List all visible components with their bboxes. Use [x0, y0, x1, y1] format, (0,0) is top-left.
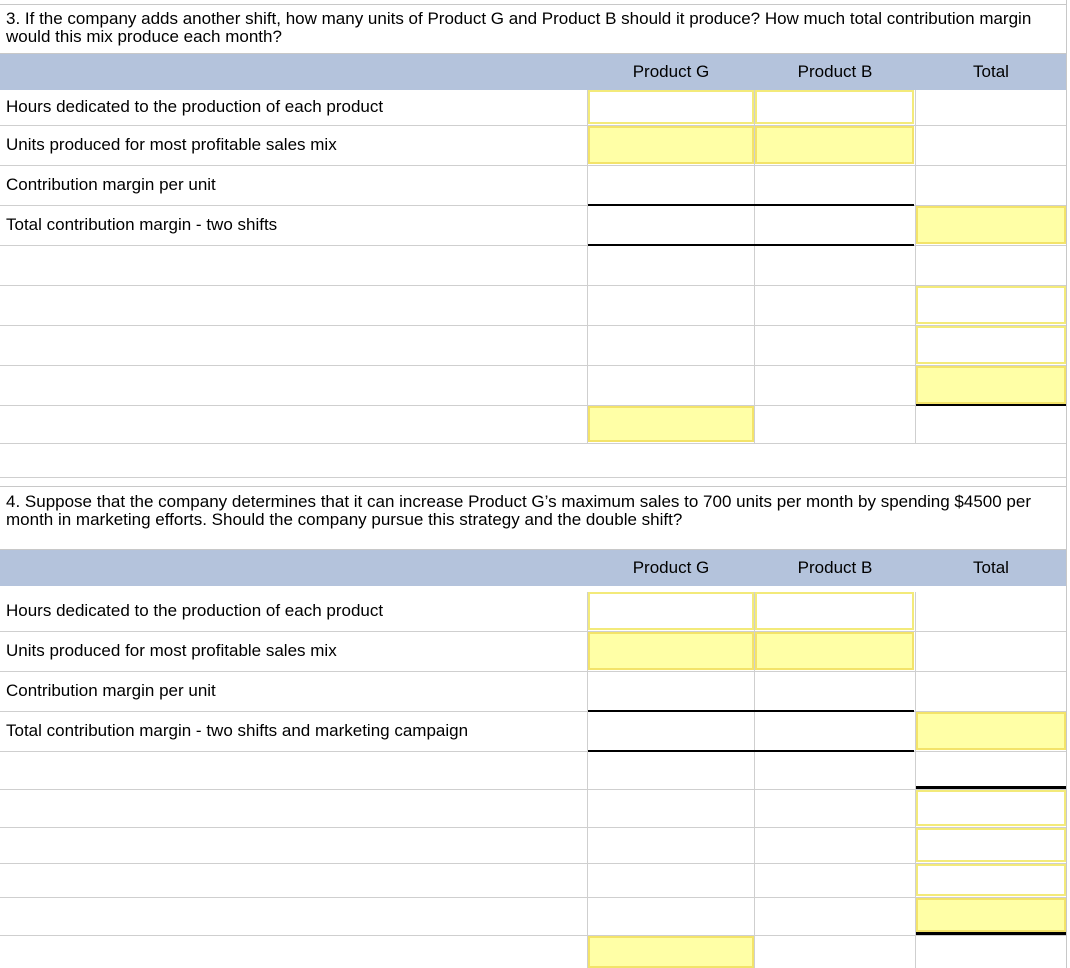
q3-row-total-cm — [0, 206, 1066, 246]
q3-row-blank — [0, 326, 1066, 366]
q3-total-cm-input[interactable] — [916, 206, 1066, 244]
q4-hours-product-b-input[interactable] — [755, 592, 914, 630]
q3-header-row — [0, 54, 1066, 90]
row-label: Hours dedicated to the production of each product — [6, 97, 384, 116]
underline — [916, 404, 1066, 406]
q3-row-blank — [0, 366, 1066, 406]
q3-units-product-b-input[interactable] — [755, 126, 914, 164]
q3-row-cm-per-unit — [0, 166, 1066, 206]
q4-row-blank — [0, 898, 1066, 936]
q4-header-row — [0, 550, 1066, 586]
q4-units-product-b-input[interactable] — [755, 632, 914, 670]
q3-row-blank — [0, 406, 1066, 444]
q4-row-cm-per-unit — [0, 672, 1066, 712]
q4-hours-product-g-input[interactable] — [588, 592, 754, 630]
q4-total-input-2[interactable] — [916, 828, 1066, 862]
q4-row-blank — [0, 752, 1066, 790]
col-product-b: Product B — [797, 558, 873, 577]
q4-row-blank — [0, 864, 1066, 898]
q3-row-blank — [0, 286, 1066, 326]
row-label: Total contribution margin - two shifts and marketing campaign — [6, 721, 469, 740]
row-label: Contribution margin per unit — [6, 175, 216, 194]
underline — [588, 244, 914, 246]
row-label: Hours dedicated to the production of each product — [6, 601, 384, 620]
row-label: Units produced for most profitable sales mix — [6, 135, 337, 154]
q3-total-input-1[interactable] — [916, 286, 1066, 324]
row-label: Total contribution margin - two shifts — [6, 215, 278, 234]
q4-product-g-extra-input[interactable] — [588, 936, 754, 968]
col-product-g: Product G — [632, 558, 710, 577]
q4-units-product-g-input[interactable] — [588, 632, 754, 670]
q3-row-blank — [0, 246, 1066, 286]
q3-units-product-g-input[interactable] — [588, 126, 754, 164]
question-3-text: 3. If the company adds another shift, how many units of Product G and Product B should it produce? How much total contribution margin would this mix produce each month? — [0, 4, 1066, 54]
col-product-g: Product G — [632, 62, 710, 81]
underline — [588, 204, 914, 206]
underline — [916, 786, 1066, 789]
underline — [588, 710, 914, 712]
question-4-text: 4. Suppose that the company determines that it can increase Product G’s maximum sales to 700 units per month by spending $4500 per month in marketing efforts. Should the company pursue this strategy and the double shift? — [0, 486, 1066, 550]
q4-row-blank — [0, 828, 1066, 864]
q3-total-input-3[interactable] — [916, 366, 1066, 404]
q4-row-total-cm — [0, 712, 1066, 752]
q3-total-input-2[interactable] — [916, 326, 1066, 364]
q4-total-cm-input[interactable] — [916, 712, 1066, 750]
row-label: Contribution margin per unit — [6, 681, 216, 700]
underline — [916, 932, 1066, 935]
q4-total-input-1[interactable] — [916, 790, 1066, 826]
q3-hours-product-g-input[interactable] — [588, 90, 754, 124]
row-label: Units produced for most profitable sales mix — [6, 641, 337, 660]
q3-hours-product-b-input[interactable] — [755, 90, 914, 124]
q3-product-g-extra-input[interactable] — [588, 406, 754, 442]
q4-total-input-3[interactable] — [916, 864, 1066, 896]
q4-total-input-4[interactable] — [916, 898, 1066, 932]
underline — [588, 750, 914, 752]
q4-row-blank — [0, 790, 1066, 828]
spacer-row — [0, 444, 1066, 478]
col-total: Total — [973, 62, 1009, 81]
col-total: Total — [973, 558, 1009, 577]
col-product-b: Product B — [797, 62, 873, 81]
